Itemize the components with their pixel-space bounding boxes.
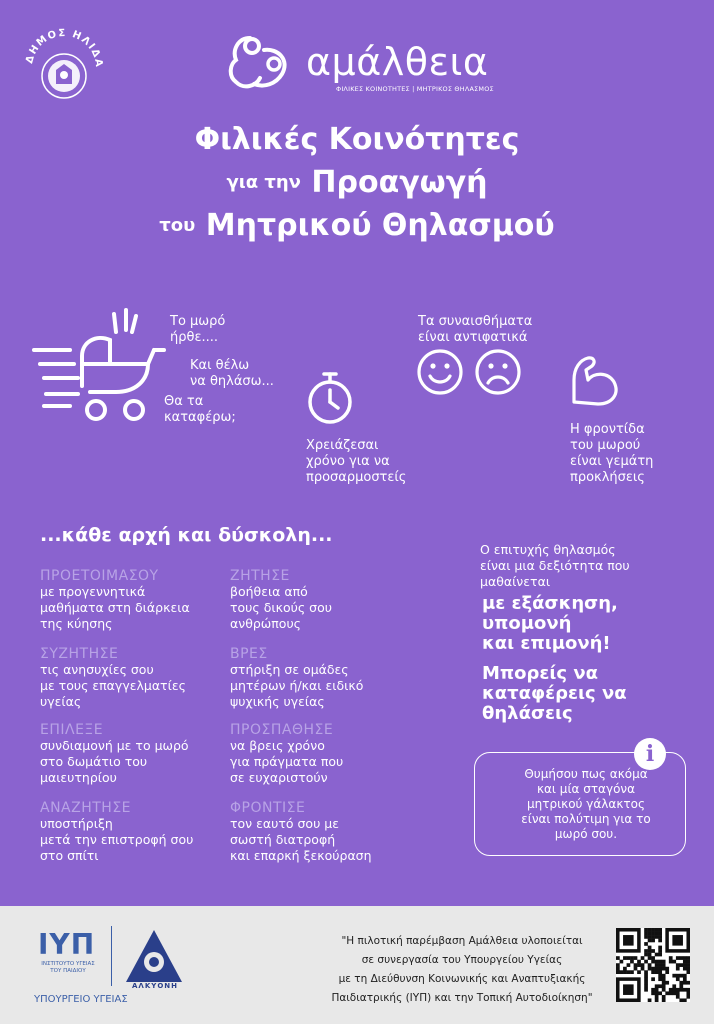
stroller-icon <box>30 306 170 424</box>
feeling-text: ήρθε.... <box>170 330 219 345</box>
tip-heading: ΣΥΖΗΤΗΣΕ <box>40 646 119 662</box>
tip-line: συνδιαμονή με το μωρό <box>40 738 189 753</box>
tip-line: και επαρκή ξεκούραση <box>230 848 372 863</box>
tip-line: μαθήματα στη διάρκεια <box>40 600 190 615</box>
tip-ask <box>230 568 450 632</box>
section-subtitle: ...κάθε αρχή και δύσκολη... <box>40 524 333 546</box>
skill-emphasis-line: και επιμονή! <box>482 633 611 654</box>
skill-intro-line: Ο επιτυχής θηλασμός <box>480 542 616 557</box>
tip-line: με προγεννητικά <box>40 584 146 599</box>
stopwatch-icon <box>304 370 356 426</box>
tip-heading: ΠΡΟΣΠΑΘΗΣΕ <box>230 722 334 738</box>
partnership-quote <box>322 932 602 1008</box>
tip-line: στήριξη σε ομάδες <box>230 662 349 677</box>
tip-line: υποστήριξη <box>40 816 113 831</box>
footer <box>0 906 714 1024</box>
tip-line: στο σπίτι <box>40 848 99 863</box>
municipality-seal <box>18 18 110 110</box>
title-line-3-big: Μητρικού Θηλασμού <box>205 208 555 243</box>
feeling-text: Τα συναισθήματα <box>418 314 533 329</box>
brand-tagline: ΦΙΛΙΚΕΣ ΚΟΙΝΟΤΗΤΕΣ | ΜΗΤΡΙΚΟΣ ΘΗΛΑΣΜΟΣ <box>336 85 494 93</box>
skill-can-do-line: καταφέρεις να <box>482 683 627 704</box>
tip-try <box>230 722 450 786</box>
info-line: είναι πολύτιμη για το <box>521 812 651 826</box>
info-line: Θυμήσου πως ακόμα <box>524 767 648 781</box>
tip-find <box>230 646 450 710</box>
feeling-text: Και θέλω <box>190 358 250 373</box>
title-line-1: Φιλικές Κοινότητες <box>194 122 520 157</box>
feeling-baby-came <box>170 314 225 346</box>
alkyoni-name: ΑΛΚΥΟΝΗ <box>132 982 178 990</box>
title-line-2 <box>0 165 714 200</box>
tip-line: της κύησης <box>40 616 113 631</box>
tip-heading: ΑΝΑΖΗΤΗΣΕ <box>40 800 132 816</box>
iyp-logo <box>38 928 108 975</box>
skill-intro-line: μαθαίνεται <box>480 574 551 589</box>
tip-care <box>230 800 450 864</box>
tip-line: με τους επαγγελματίες <box>40 678 186 693</box>
seal-text: ΔΗΜΟΣ ΗΛΙΔΑ <box>24 27 105 69</box>
quote-line: "Η πιλοτική παρέμβαση Αμάλθεια υλοποιείται <box>341 935 583 947</box>
feeling-will-manage <box>164 394 236 426</box>
tip-line: στο δωμάτιο του <box>40 754 148 769</box>
title-line-3-small: του <box>159 215 196 236</box>
feeling-text: καταφέρω; <box>164 410 236 425</box>
feeling-text: του μωρού <box>570 438 641 453</box>
skill-intro-line: είναι μια δεξιότητα που <box>480 558 630 573</box>
skill-emphasis <box>482 594 618 654</box>
tip-discuss <box>40 646 260 710</box>
info-icon: i <box>634 738 666 770</box>
brand-name: αμάλθεια <box>306 40 489 84</box>
feeling-text: είναι γεμάτη <box>570 454 654 469</box>
title-line-3 <box>0 208 714 243</box>
happy-face-icon <box>416 348 464 396</box>
tip-line: τους δικούς σου <box>230 600 332 615</box>
sad-face-icon <box>474 348 522 396</box>
feeling-mixed-emotions <box>418 314 532 346</box>
info-text <box>491 767 681 842</box>
tip-line: για πράγματα που <box>230 754 344 769</box>
ministry-name: ΥΠΟΥΡΓΕΙΟ ΥΓΕΙΑΣ <box>34 994 128 1005</box>
tip-heading: ΕΠΙΛΕΞΕ <box>40 722 104 738</box>
quote-line: Παιδιατρικής (ΙΥΠ) και την Τοπική Αυτοδιοίκηση" <box>331 992 593 1004</box>
tip-line: μετά την επιστροφή σου <box>40 832 194 847</box>
feeling-text: προσαρμοστείς <box>306 470 407 485</box>
feeling-text: είναι αντιφατικά <box>418 330 528 345</box>
tip-line: βοήθεια από <box>230 584 308 599</box>
feeling-text: να θηλάσω... <box>190 374 274 389</box>
title-line-2-small: για την <box>226 172 301 193</box>
tip-line: σωστή διατροφή <box>230 832 336 847</box>
quote-line: με τη Διεύθυνση Κοινωνικής και Αναπτυξιακής <box>338 973 586 985</box>
info-line: μωρό σου. <box>554 827 618 841</box>
footer-divider <box>111 926 112 986</box>
skill-emphasis-line: με εξάσκηση, <box>482 593 618 614</box>
tip-line: τις ανησυχίες σου <box>40 662 154 677</box>
quote-line: σε συνεργασία του Υπουργείου Υγείας <box>361 954 563 966</box>
skill-can-do <box>482 664 627 724</box>
feeling-text: Το μωρό <box>170 314 226 329</box>
flexed-arm-icon <box>568 354 622 408</box>
feeling-need-time <box>306 438 406 486</box>
iyp-caption-line: ΙΝΣΤΙΤΟΥΤΟ ΥΓΕΙΑΣ <box>41 961 95 967</box>
iyp-caption-line: ΤΟΥ ΠΑΙΔΙΟΥ <box>50 968 86 974</box>
tip-line: υγείας <box>40 694 82 709</box>
tip-line: μητέρων ή/και ειδικό <box>230 678 364 693</box>
tip-line: μαιευτηρίου <box>40 770 117 785</box>
tip-prepare <box>40 568 260 632</box>
tip-seek <box>40 800 260 864</box>
feeling-text: Χρειάζεσαι <box>306 438 379 453</box>
iyp-logo-text: ΙΥΠ <box>38 928 96 961</box>
tip-heading: ΠΡΟΕΤΟΙΜΑΣΟΥ <box>40 568 159 584</box>
tip-line: ψυχικής υγείας <box>230 694 325 709</box>
amaltheia-icon <box>220 30 300 100</box>
feeling-text: προκλήσεις <box>570 470 645 485</box>
title-line-2-big: Προαγωγή <box>311 165 488 200</box>
feeling-text: χρόνο για να <box>306 454 390 469</box>
skill-can-do-line: Μπορείς να <box>482 663 598 684</box>
qr-code-icon[interactable] <box>616 928 690 1002</box>
feeling-baby-care <box>570 422 653 486</box>
feeling-want-breastfeed <box>190 358 274 390</box>
brand-logo <box>220 30 510 100</box>
skill-emphasis-line: υπομονή <box>482 613 572 634</box>
tip-line: ανθρώπους <box>230 616 302 631</box>
tip-line: σε ευχαριστούν <box>230 770 328 785</box>
tip-choose <box>40 722 260 786</box>
info-line: μητρικού γάλακτος <box>526 797 646 811</box>
feeling-text: Θα τα <box>164 394 204 409</box>
tip-line: να βρεις χρόνο <box>230 738 325 753</box>
tip-heading: ΖΗΤΗΣΕ <box>230 568 290 584</box>
info-line: και μία σταγόνα <box>536 782 636 796</box>
feeling-text: Η φροντίδα <box>570 422 645 437</box>
tip-heading: ΒΡΕΣ <box>230 646 268 662</box>
skill-intro <box>480 542 700 590</box>
skill-can-do-line: θηλάσεις <box>482 703 573 724</box>
tip-heading: ΦΡΟΝΤΙΣΕ <box>230 800 306 816</box>
tip-line: τον εαυτό σου με <box>230 816 339 831</box>
